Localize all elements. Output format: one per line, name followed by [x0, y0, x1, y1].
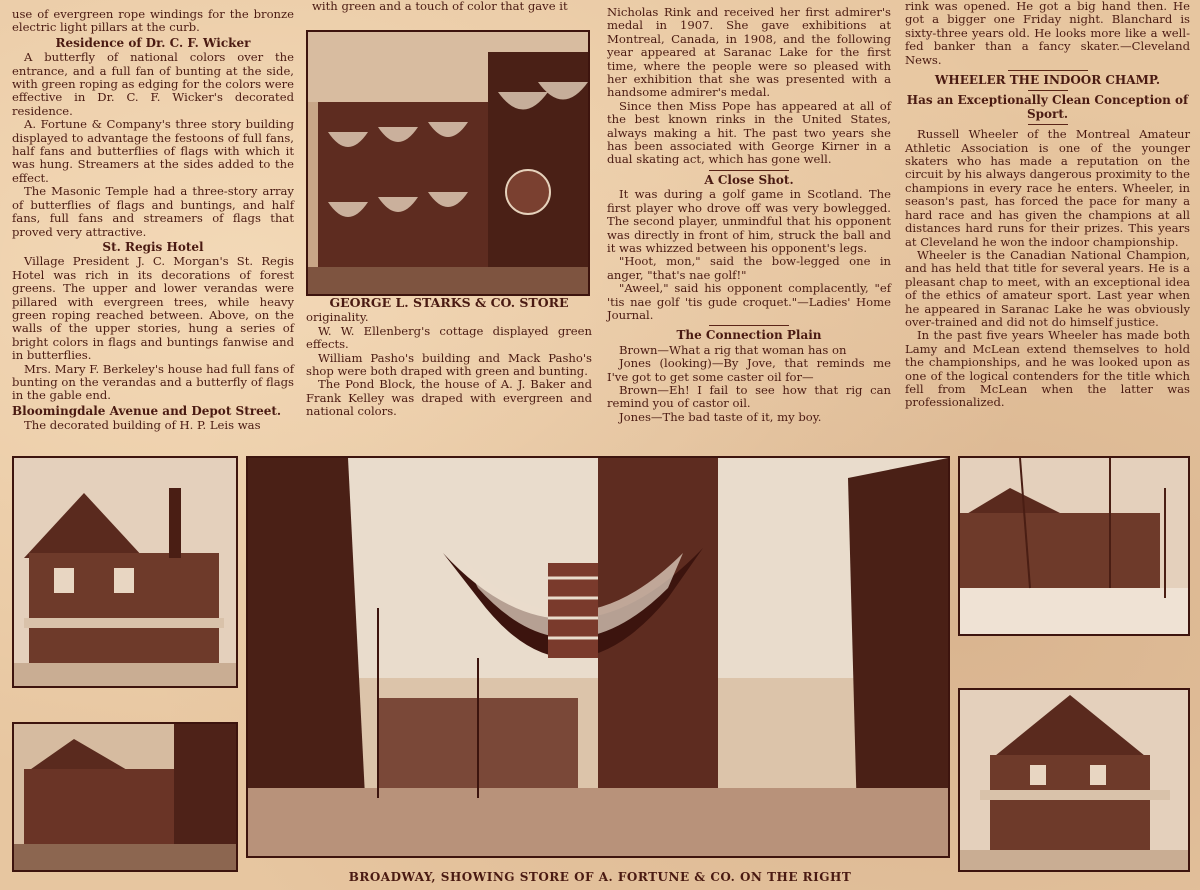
col1-paragraph: Village President J. C. Morgan's St. Regis Hotel was rich in its decorations of forest greens. The upper and lower verandas were pillared with evergreen trees, while heavy green roping reached between. Above, on the walls of the upper stories, hung a series of bright colors in flags and buntings fanwise and in butterflies. — [12, 254, 294, 363]
starks-store-photo — [306, 30, 590, 296]
col1-paragraph: use of evergreen rope windings for the bronze electric light pillars at the curb. — [12, 7, 294, 35]
broadway-street-photo — [246, 456, 950, 858]
col1-paragraph: A. Fortune & Company's three story building displayed to advantage the festoons of full fans, half fans and butterflies of flags with which it was hung. Streamers at the sides added to the effect. — [12, 117, 294, 185]
heading-wicker-residence: Residence of Dr. C. F. Wicker — [55, 35, 251, 50]
col2-paragraph: originality. — [306, 310, 369, 325]
house-photo-top-right — [958, 456, 1190, 636]
heading-bloomingdale: Bloomingdale Avenue and Depot Street. — [12, 403, 282, 418]
broadway-caption: BROADWAY, SHOWING STORE OF A. FORTUNE & CO. ON THE RIGHT — [348, 870, 852, 884]
column-1 — [12, 8, 294, 433]
heading-connection-plain: The Connection Plain — [676, 328, 822, 343]
col3-paragraph: Since then Miss Pope has appeared at all of the best known rinks in the United States, always making a hit. The past two years she has been associated with George Kirner in a dual skating act, which has gone well. — [607, 98, 891, 167]
subheading-wheeler: Has an Exceptionally Clean Conception of Sport. — [906, 93, 1189, 121]
col4-paragraph: In the past five years Wheeler has made both Lamy and McLean extend themselves to hold the championships, and he was looked upon as one of the logical contenders for the title which fell from McLean when the latter was professionalized. — [905, 328, 1190, 410]
col1-paragraph: The decorated building of H. P. Leis was — [24, 418, 261, 433]
col3-paragraph: Brown—What a rig that woman has on — [619, 342, 847, 357]
col1-paragraph: Mrs. Mary F. Berkeley's house had full fans of bunting on the verandas and a butterfly of flags in the gable end. — [12, 361, 294, 403]
divider — [709, 325, 789, 326]
col2-paragraph: W. W. Ellenberg's cottage displayed green effects. — [306, 323, 592, 352]
col2-paragraph: William Pasho's building and Mack Pasho's shop were both draped with green and bunting. — [306, 350, 592, 379]
col3-paragraph: Brown—Eh! I fail to see how that rig can remind you of castor oil. — [607, 382, 891, 411]
house-photo-bottom-right — [958, 688, 1190, 872]
col4-paragraph: Wheeler is the Canadian National Champion, and has held that title for several years. He is a pleasant chap to meet, with an exceptional idea of the ethics of amateur sport. Last year when he appeared in Saranac Lake he was obviously over-trained and did not do himself justice. — [905, 247, 1190, 329]
column-4 — [905, 0, 1190, 410]
col4-paragraph: Russell Wheeler of the Montreal Amateur Athletic Association is one of the younger skaters who has made a reputation on the circuit by his always dangerous proximity to the champions in every race he enters. Wheeler, in season's past, has forced the pace for many a hard race and has given the champions at all distances hard runs for their prizes. This years at Cleveland he won the indoor championship. — [905, 127, 1190, 249]
col4-paragraph: rink was opened. He got a big hand then. He got a bigger one Friday night. Blanchard is sixty-three years old. He looks more like a well-fed banker than a fancy skater.—Cleveland News. — [905, 0, 1190, 67]
col3-paragraph: Jones—The bad taste of it, my boy. — [619, 409, 822, 424]
divider — [709, 170, 789, 171]
col2-top-line: with green and a touch of color that gave it — [312, 0, 568, 13]
heading-st-regis: St. Regis Hotel — [102, 239, 204, 254]
col3-paragraph: It was during a golf game in Scotland. The first player who drove off was very bowlegged. The second player, unmindful that his opponent was directly in front of him, struck the ball and it was whizzed between his opponent's legs. — [607, 187, 891, 255]
column-3 — [607, 6, 891, 424]
column-2 — [306, 296, 592, 419]
heading-close-shot: A Close Shot. — [704, 172, 794, 187]
house-photo-bottom-left — [12, 722, 238, 872]
heading-wheeler: WHEELER THE INDOOR CHAMP. — [934, 73, 1161, 88]
col2-paragraph: The Pond Block, the house of A. J. Baker and Frank Kelley was draped with evergreen and national colors. — [306, 377, 592, 419]
starks-store-caption: GEORGE L. STARKS & CO. STORE — [329, 295, 569, 310]
col3-paragraph: "Hoot, mon," said the bow-legged one in anger, "that's nae golf!" — [607, 254, 891, 282]
divider — [1028, 90, 1068, 91]
house-photo-top-left — [12, 456, 238, 688]
divider — [1008, 70, 1088, 71]
divider — [1028, 124, 1068, 125]
col1-paragraph: The Masonic Temple had a three-story array of butterflies of flags and buntings, and half fans, full fans and streamers of flags that proved very attractive. — [12, 184, 294, 239]
col1-paragraph: A butterfly of national colors over the entrance, and a full fan of bunting at the side, with green roping as edging for the colors were effective in Dr. C. F. Wicker's decorated residence. — [12, 50, 294, 118]
col3-paragraph: Nicholas Rink and received her first admirer's medal in 1907. She gave exhibitions at Montreal, Canada, in 1908, and the following year appeared at Saranac Lake for the first time, where the people were so pleased with her exhibition that she was presented with a handsome admirer's medal. — [607, 5, 891, 100]
col3-paragraph: "Aweel," said his opponent complacently, "ef 'tis nae golf 'tis gude croquet."—Ladies' Home Journal. — [607, 281, 891, 322]
col3-paragraph: Jones (looking)—By Jove, that reminds me I've got to get some caster oil for— — [607, 356, 891, 384]
